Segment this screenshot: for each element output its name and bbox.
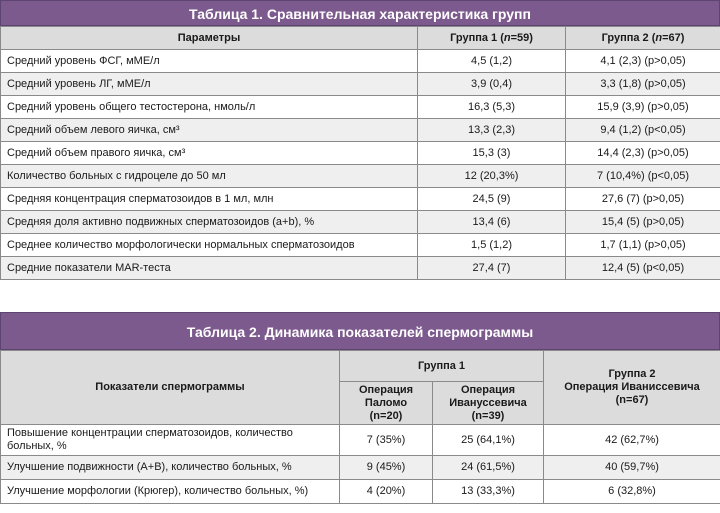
group-1-value: 24,5 (9)	[418, 188, 566, 211]
table-2-grid	[0, 350, 720, 504]
group-1-value: 16,3 (5,3)	[418, 96, 566, 119]
table-2-header-row-1	[1, 351, 720, 382]
header-ivanissevich: Операция Ивануссевича (n=39)	[433, 382, 544, 425]
row-label: Средний объем левого яичка, см³	[1, 119, 418, 142]
group-2-value: 27,6 (7) (p>0,05)	[566, 188, 720, 211]
table-2	[0, 312, 720, 504]
group-1-value: 12 (20,3%)	[418, 165, 566, 188]
table-row	[1, 211, 720, 234]
group-2-value: 15,9 (3,9) (p>0,05)	[566, 96, 720, 119]
header-group-2	[544, 351, 720, 425]
group-2-value: 1,7 (1,1) (p>0,05)	[566, 234, 720, 257]
group-2-value: 9,4 (1,2) (p<0,05)	[566, 119, 720, 142]
group-2-value: 3,3 (1,8) (p>0,05)	[566, 73, 720, 96]
group-1-value: 4,5 (1,2)	[418, 50, 566, 73]
group-2-value: 6 (32,8%)	[544, 480, 720, 504]
group-2-n: (n=67)	[615, 394, 649, 406]
table-row	[1, 234, 720, 257]
group-1-value: 1,5 (1,2)	[418, 234, 566, 257]
group-1-value: 3,9 (0,4)	[418, 73, 566, 96]
row-label: Улучшение подвижности (A+B), количество больных, %	[1, 456, 340, 480]
table-row	[1, 50, 720, 73]
header-group-1: Группа 1	[340, 351, 544, 382]
row-label: Средние показатели MAR-теста	[1, 257, 418, 280]
table-1-header-row	[1, 27, 720, 50]
row-label: Улучшение морфологии (Крюгер), количество больных, %)	[1, 480, 340, 504]
group-1-value: 13,3 (2,3)	[418, 119, 566, 142]
header-sperm-parameters: Показатели спермограммы	[1, 351, 340, 425]
table-row	[1, 425, 720, 456]
row-label: Средняя доля активно подвижных сперматозоидов (a+b), %	[1, 211, 418, 234]
table-1-grid	[0, 26, 720, 280]
group-1-value: 27,4 (7)	[418, 257, 566, 280]
table-row	[1, 456, 720, 480]
row-label: Средняя концентрация сперматозоидов в 1 мл, млн	[1, 188, 418, 211]
header-parameters: Параметры	[1, 27, 418, 50]
ivanissevich-value: 24 (61,5%)	[433, 456, 544, 480]
group-2-value: 4,1 (2,3) (p>0,05)	[566, 50, 720, 73]
group-2-value: 15,4 (5) (p>0,05)	[566, 211, 720, 234]
header-group-1: Группа 1 (n=59)	[418, 27, 566, 50]
palomo-value: 7 (35%)	[340, 425, 433, 456]
row-label: Средний объем правого яичка, см³	[1, 142, 418, 165]
palomo-value: 4 (20%)	[340, 480, 433, 504]
group-2-value: 40 (59,7%)	[544, 456, 720, 480]
table-row	[1, 119, 720, 142]
table-row	[1, 165, 720, 188]
row-label: Средний уровень ЛГ, мМЕ/л	[1, 73, 418, 96]
header-palomo: Операция Паломо (n=20)	[340, 382, 433, 425]
group-2-value: 42 (62,7%)	[544, 425, 720, 456]
table-row	[1, 96, 720, 119]
table-1-title: Таблица 1. Сравнительная характеристика групп	[0, 0, 720, 26]
row-label: Средний уровень общего тестостерона, нмоль/л	[1, 96, 418, 119]
table-row	[1, 73, 720, 96]
table-2-title: Таблица 2. Динамика показателей спермограммы	[0, 312, 720, 350]
table-row	[1, 257, 720, 280]
row-label: Количество больных с гидроцеле до 50 мл	[1, 165, 418, 188]
group-2-value: 12,4 (5) (p<0,05)	[566, 257, 720, 280]
row-label: Средний уровень ФСГ, мМЕ/л	[1, 50, 418, 73]
row-label: Среднее количество морфологически нормальных сперматозоидов	[1, 234, 418, 257]
table-row	[1, 142, 720, 165]
row-label: Повышение концентрации сперматозоидов, количество больных, %	[1, 425, 340, 456]
header-group-2: Группа 2 (n=67)	[566, 27, 720, 50]
palomo-value: 9 (45%)	[340, 456, 433, 480]
group-2-title: Группа 2	[608, 368, 656, 380]
ivanissevich-value: 13 (33,3%)	[433, 480, 544, 504]
group-2-value: 14,4 (2,3) (p>0,05)	[566, 142, 720, 165]
ivanissevich-value: 25 (64,1%)	[433, 425, 544, 456]
table-row	[1, 480, 720, 504]
group-2-value: 7 (10,4%) (p<0,05)	[566, 165, 720, 188]
group-2-operation: Операция Иванисcевича	[564, 381, 700, 393]
group-1-value: 15,3 (3)	[418, 142, 566, 165]
table-row	[1, 188, 720, 211]
group-1-value: 13,4 (6)	[418, 211, 566, 234]
